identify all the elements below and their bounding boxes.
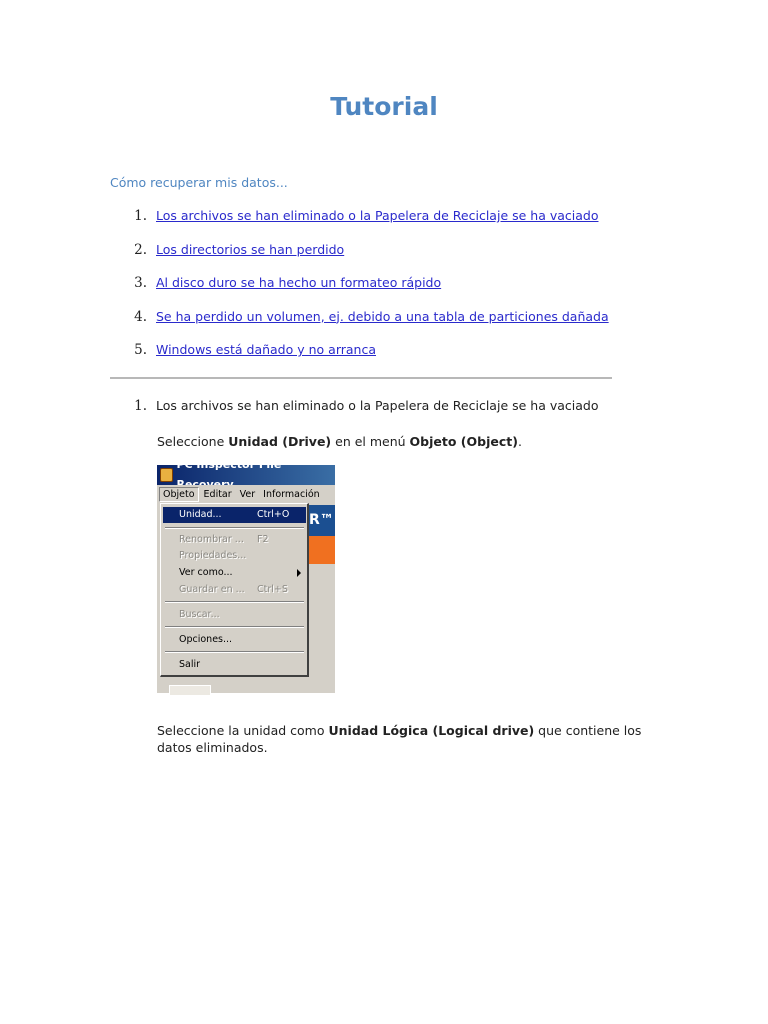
- submenu-arrow-icon: [297, 569, 301, 577]
- menu-item-propiedades: Propiedades...: [179, 550, 247, 561]
- objeto-dropdown-menu: [160, 503, 309, 677]
- section-number: 1.: [134, 398, 147, 414]
- toc-number: 5.: [134, 342, 147, 358]
- toc-link-volumen-perdido[interactable]: Se ha perdido un volumen, ej. debido a una tabla de particiones dañada: [156, 308, 609, 324]
- section-heading: [110, 398, 598, 414]
- bold-unidad-logica: Unidad Lógica (Logical drive): [328, 723, 535, 738]
- menu-item-opciones[interactable]: Opciones...: [179, 634, 233, 645]
- toc-link-formateo-rapido[interactable]: Al disco duro se ha hecho un formateo rápido: [156, 275, 442, 290]
- toc-link-archivos-eliminados[interactable]: Los archivos se han eliminado o la Papelera de Reciclaje se ha vaciado: [156, 208, 599, 223]
- menu-item-renombrar: Renombrar ... F2: [179, 534, 269, 545]
- bold-unidad-drive: Unidad (Drive): [228, 434, 332, 449]
- menu-item-guardar-en: Guardar en ... Ctrl+S: [179, 584, 288, 595]
- toc-item: [110, 342, 670, 376]
- toc-link-directorios-perdidos[interactable]: Los directorios se han perdido: [156, 241, 345, 257]
- app-icon: [160, 468, 173, 482]
- window-title: PC Inspector File: [176, 458, 282, 471]
- menu-separator: [165, 527, 304, 529]
- page-title: Tutorial: [330, 92, 438, 121]
- horizontal-divider: [110, 377, 612, 379]
- toc-number: 2.: [134, 241, 147, 258]
- menu-separator: [165, 651, 304, 653]
- menu-item-buscar: Buscar...: [179, 609, 220, 620]
- toc-item: [110, 275, 670, 309]
- window-titlebar: [157, 458, 335, 485]
- section-heading-text: Los archivos se han eliminado o la Papelera de Reciclaje se ha vaciado: [156, 398, 599, 413]
- tab-stub: [169, 685, 211, 695]
- toc-link-windows-danado[interactable]: Windows está dañado y no arranca: [156, 342, 376, 357]
- menu-item-ver-como[interactable]: Ver como...: [163, 565, 306, 581]
- menu-informacion[interactable]: Información: [263, 488, 320, 500]
- instruction-paragraph-1: Seleccione Unidad (Drive) en el menú Objeto (Object).: [157, 434, 522, 449]
- menu-separator: [165, 626, 304, 628]
- menu-separator: [165, 601, 304, 603]
- page-subtitle: Cómo recuperar mis datos...: [110, 175, 288, 190]
- toc-number: 3.: [134, 275, 147, 291]
- toc-item: [110, 242, 670, 276]
- toc-item: [110, 309, 670, 343]
- app-screenshot: [157, 458, 335, 693]
- brand-banner: R™: [307, 505, 335, 536]
- menu-item-salir[interactable]: Salir: [179, 659, 201, 670]
- menu-ver[interactable]: Ver: [239, 488, 256, 500]
- toc-number: 4.: [134, 308, 147, 325]
- menu-item-unidad[interactable]: Unidad... Ctrl+O: [163, 507, 306, 523]
- menu-objeto[interactable]: Objeto: [159, 487, 199, 502]
- menu-editar[interactable]: Editar: [203, 488, 232, 500]
- toc-list: [110, 208, 670, 376]
- toc-item: [110, 208, 670, 242]
- toc-number: 1.: [134, 208, 147, 224]
- menubar: [157, 485, 335, 503]
- bold-objeto-object: Objeto (Object): [409, 434, 518, 449]
- brand-banner-accent: [307, 536, 335, 564]
- instruction-paragraph-2: Seleccione la unidad como Unidad Lógica (Logical drive) que contiene los datos eliminados.: [157, 723, 642, 755]
